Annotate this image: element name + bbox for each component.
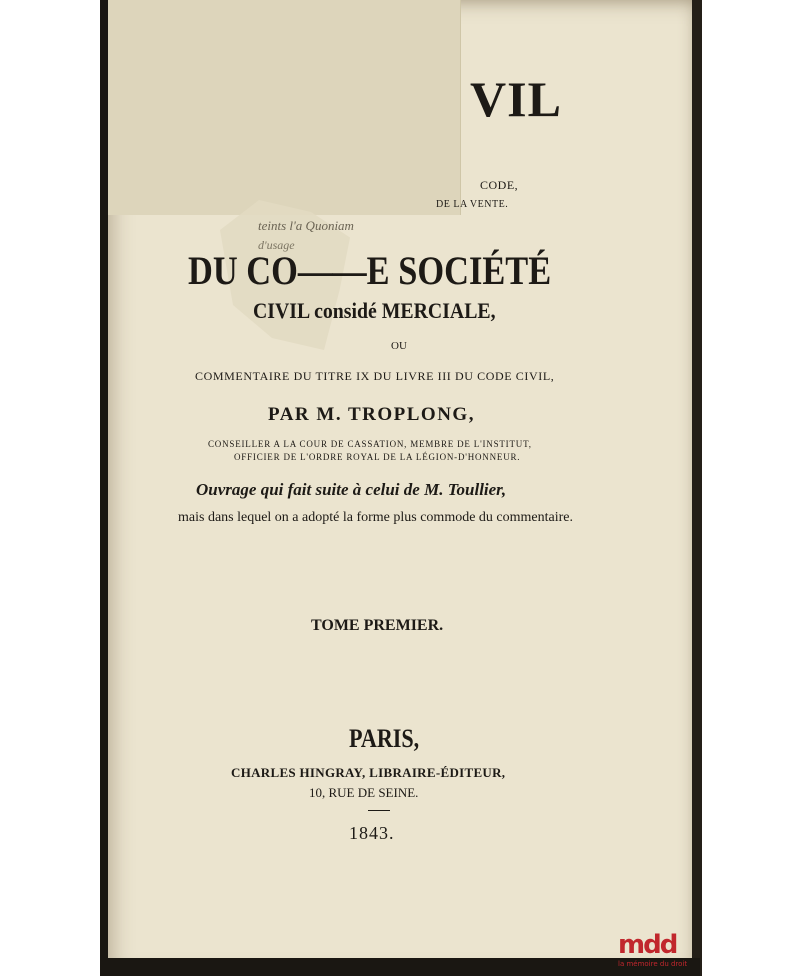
watermark-tagline: la mémoire du droit	[618, 960, 688, 968]
author-byline: PAR M. TROPLONG,	[268, 404, 475, 425]
imprint-divider	[368, 810, 390, 811]
work-note-line-1: Ouvrage qui fait suite à celui de M. Toullier,	[196, 480, 507, 499]
top-line-fragment-1: CODE,	[480, 178, 519, 192]
handwritten-note-1: teints l'a Quoniam	[258, 218, 354, 233]
page-bottom-edge	[100, 958, 700, 976]
watermark-letters: mdd	[618, 930, 677, 960]
imprint-year: 1843.	[349, 823, 395, 843]
main-title: DU CO——E SOCIÉTÉ	[188, 248, 552, 293]
author-affiliation-2: OFFICIER DE L'ORDRE ROYAL DE LA LÉGION-D'HONNEUR.	[234, 452, 521, 462]
watermark-logo	[618, 932, 698, 972]
imprint-address: 10, RUE DE SEINE.	[309, 785, 419, 800]
imprint-city: PARIS,	[349, 724, 420, 753]
author-affiliation-1: CONSEILLER A LA COUR DE CASSATION, MEMBRE DE L'INSTITUT,	[208, 439, 532, 449]
subtitle: CIVIL considé MERCIALE,	[253, 298, 496, 323]
top-line-fragment-2: DE LA VENTE.	[436, 199, 509, 210]
page-edge-shadow	[692, 0, 702, 976]
work-note-line-2: mais dans lequel on a adopté la forme plus commode du commentaire.	[178, 510, 573, 525]
top-title-fragment: VIL	[470, 71, 562, 127]
connector-ou: OU	[391, 340, 407, 352]
page-spine-shadow	[100, 0, 108, 976]
handwritten-note-2: d'usage	[258, 238, 295, 252]
imprint-publisher: CHARLES HINGRAY, LIBRAIRE-ÉDITEUR,	[231, 765, 506, 780]
commentary-line: COMMENTAIRE DU TITRE IX DU LIVRE III DU CODE CIVIL,	[195, 369, 555, 383]
volume-label: TOME PREMIER.	[311, 617, 444, 634]
pasted-paper-patch	[108, 0, 461, 215]
